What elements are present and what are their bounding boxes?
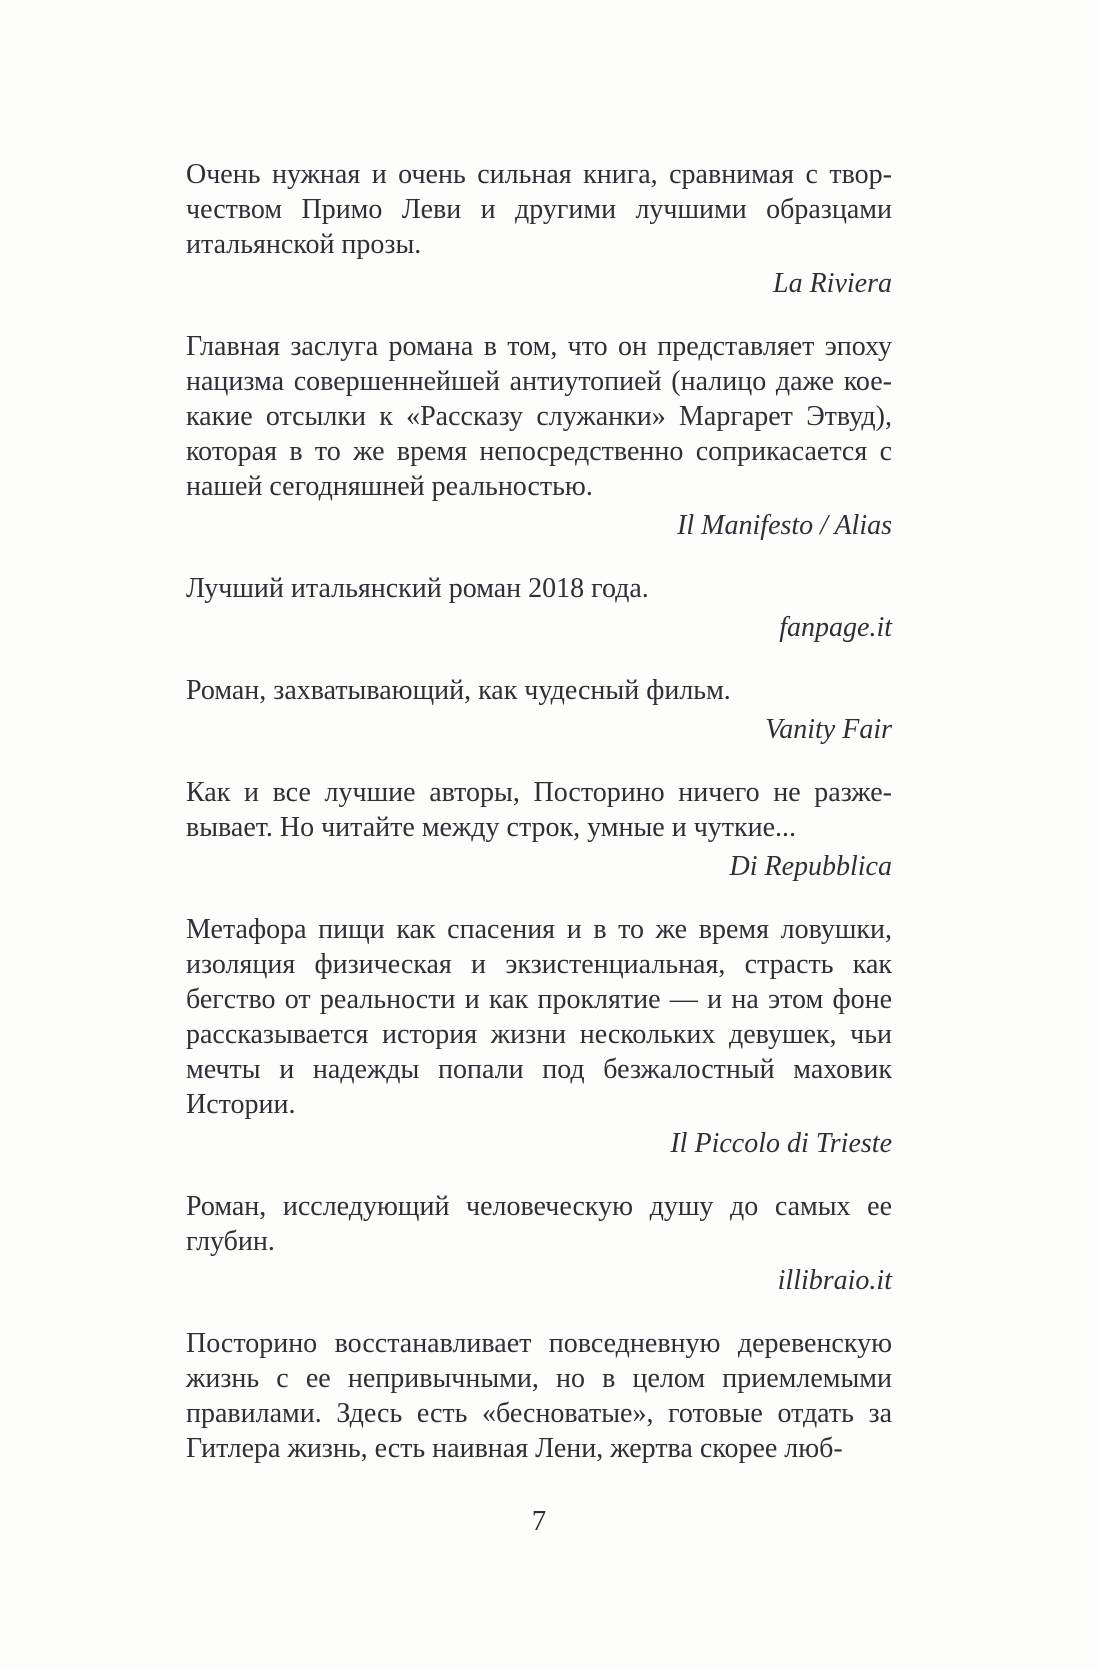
quote-text: Метафора пищи как спасения и в то же время ловушки, изоляция физическая и экзистенциальная, страсть как бегство от реальности и как проклятие — и на этом фоне рассказывается история жизни нескольких девушек, чьи мечты и надежды попали под безжалостный маховик Истории. [186, 914, 892, 1120]
review-quote-1 [186, 157, 892, 301]
quote-text: Роман, захватывающий, как чудесный фильм. [186, 675, 731, 706]
quote-source: La Riviera [773, 268, 892, 299]
review-quote-8 [186, 1326, 892, 1466]
quote-source: illibraio.it [777, 1265, 892, 1296]
quote-source: Di Repubblica [729, 851, 892, 882]
quote-text: Посторино восстанавливает повседневную деревенскую жизнь с ее непривычными, но в целом приемлемыми правилами. Здесь есть «бесноватые», готовые отдать за Гитлера жизнь, есть наивная Лени, жертва скорее люб- [186, 1328, 892, 1464]
quote-source: Il Manifesto / Alias [677, 510, 892, 541]
review-quote-2 [186, 329, 892, 543]
quote-source: Vanity Fair [765, 714, 892, 745]
review-quote-7 [186, 1189, 892, 1298]
review-quote-5 [186, 775, 892, 884]
quote-source: fanpage.it [779, 612, 892, 643]
review-quote-6 [186, 912, 892, 1161]
review-quote-3 [186, 571, 892, 645]
quote-text: Как и все лучшие авторы, Посторино ничего не разжевывает. Но читайте между строк, умные и чуткие... [186, 777, 892, 843]
quote-text: Очень нужная и очень сильная книга, сравнимая с творчеством Примо Леви и другими лучшими образцами итальянской прозы. [186, 159, 892, 260]
page-content [186, 157, 892, 1539]
page-number: 7 [531, 1505, 547, 1537]
quote-text: Лучший итальянский роман 2018 года. [186, 573, 649, 604]
review-quote-4 [186, 673, 892, 747]
quote-text: Роман, исследующий человеческую душу до самых ее глубин. [186, 1191, 892, 1257]
quote-source: Il Piccolo di Trieste [670, 1128, 892, 1159]
quote-text: Главная заслуга романа в том, что он представляет эпоху нацизма совершеннейшей антиутопией (налицо даже кое-какие отсылки к «Рассказу служанки» Маргарет Этвуд), которая в то же время непосредственно соприкасается с нашей сегодняшней реальностью. [186, 331, 892, 502]
